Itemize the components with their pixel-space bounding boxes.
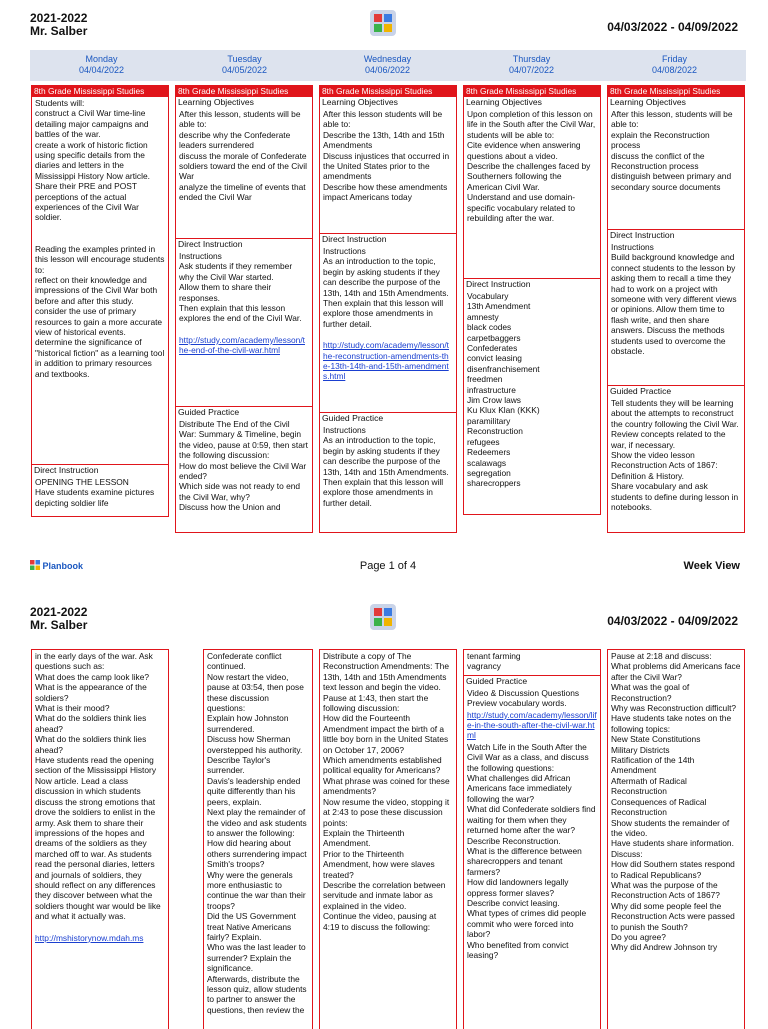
learning-objectives-text: Upon completion of this lesson on life in the South after the Civil War, students will be able to: Cite evidence when answering questions about a video. Describe the challenges faced by Southerners following the American Civil War. Understand and use domain-specific vocabulary related to rebuilding after the war.: [467, 109, 596, 224]
direct-instruction-text: OPENING THE LESSON Have students examine pictures depicting soldier life: [35, 477, 155, 508]
section-title: Guided Practice: [178, 407, 240, 417]
course-label: 8th Grade Mississippi Studies: [464, 86, 600, 97]
date-range: 04/03/2022 - 04/09/2022: [607, 20, 738, 34]
section-title: Learning Objectives: [178, 97, 254, 107]
learning-objectives-text: Students will: construct a Civil War time-line detailing major campaigns and battles of the war. create a work of historic fiction using specific details from the diaries and letters in the Mississippi History Now article. Share their PRE and POST perceptions of the actual experiences of the Civil War soldier. Reading the examples printed in this lesson will encourage students to: reflect on their knowledge and impressions of the Civil War both before and after this study. consider the use of primary resources to gain a more accurate view of historical events. determine the significance of "historical fiction" as a learning tool in addition to primary resources and textbooks.: [35, 98, 165, 379]
lesson-card-monday-continued[interactable]: [31, 649, 169, 1029]
lesson-card-thursday-continued[interactable]: [463, 649, 601, 1029]
lesson-card-wednesday[interactable]: [319, 85, 457, 533]
section-title: Direct Instruction: [178, 239, 243, 249]
direct-instruction-text: Instructions As an introduction to the topic, begin by asking students if they can describe the purpose of the 13th, 14th and 15th Amendments. Then explain that this lesson will explore those amendments in further detail.: [323, 246, 449, 329]
direct-instruction-monday[interactable]: [31, 465, 169, 517]
guided-practice-text: Distribute a copy of The Reconstruction Amendments: The 13th, 14th and 15th Amendments text lesson and begin the video. Pause at 1:43, then start the following discussion: How did the Fourteenth Amendment impact the birth of a little boy born in the United States on October 17, 2006? Which amendments established political equality for Americans? What phrase was coined for these amendments? Now resume the video, stopping it at 2:43 to pose these discussion points: Explain the Thirteenth Amendment. Prior to the Thirteenth Amendment, how were slaves treated? Describe the correlation between servitude and inmate labor as explained in the video. Continue the video, pausing at 4:19 to discuss the following:: [323, 651, 450, 932]
guided-practice-text: Distribute The End of the Civil War: Summary & Timeline, begin the video, pause at 0:59, then start the following discussion: How do most believe the Civil War ended? Which side was not ready to end the Civil War, why? Discuss how the Union and: [179, 419, 308, 513]
guided-practice-text: Confederate conflict continued. Now restart the video, pause at 03:54, then pose these discussion questions: Explain how Johnston surrendered. Discuss how Sherman overstepped his authority. Describe Taylor's surrender. Davis's leadership ended quite differently than his peers, explain. Next play the remainder of the video and ask students to answer the following: How did hearing about others surrendering impact Smith's troops? Why were the generals more enthusiastic to continue the war than their troops? Did the US Government treat Native Americans fairly? Explain. Who was the last leader to surrender? Explain the significance. Afterwards, distribute the lesson quiz, allow students to partner to answer the questions, then review the: [207, 651, 307, 1015]
mshistorynow-link[interactable]: http://mshistorynow.mdah.ms: [35, 932, 144, 943]
guided-practice-text: Tell students they will be learning about the attempts to reconstruct the country following the Civil War. Review concepts related to the war, if necessary. Show the video lesson Reconstruction Acts of 1867: Definition & History. Share vocabulary and ask students to define during lesson in notebooks.: [611, 398, 739, 513]
section-title: Direct Instruction: [610, 230, 675, 240]
section-title: Direct Instruction: [34, 465, 99, 475]
section-title: Learning Objectives: [322, 97, 398, 107]
learning-objectives-text: After this lesson students will be able to: Describe the 13th, 14th and 15th Amendments Discuss injustices that occurred in the United States prior to the amendments Describe how these amendments impact Americans today: [323, 109, 450, 203]
lesson-card-tuesday-continued[interactable]: [203, 649, 313, 1029]
study-com-link[interactable]: http://study.com/academy/lesson/life-in-the-south-after-the-civil-war.html: [467, 709, 597, 741]
day-header-tuesday[interactable]: Tuesday 04/05/2022: [221, 54, 268, 75]
course-label: 8th Grade Mississippi Studies: [176, 86, 312, 97]
direct-instruction-text: Instructions Build background knowledge and connect students to the lesson by asking them to recall a time they had to work on a project with someone with very different views or opinions. Allow them time to flash write, and then share answers. Discuss the methods students used to overcome the obstacle.: [611, 242, 737, 357]
learning-objectives-text: After this lesson, students will be able to: describe why the Confederate leaders surrendered discuss the morale of Confederate soldiers toward the end of the Civil War analyze the timeline of events that ended the Civil War: [179, 109, 308, 203]
learning-objectives-text: After this lesson, students will be able to: explain the Reconstruction process discuss the conflict of the Reconstruction process distinguish between primary and secondary source documents: [611, 109, 733, 192]
planbook-logo-icon: [370, 10, 396, 36]
teacher-name: Mr. Salber: [30, 618, 88, 632]
day-header-thursday[interactable]: Thursday 04/07/2022: [508, 54, 555, 75]
week-view-label: Week View: [683, 560, 740, 572]
lesson-card-friday-continued[interactable]: [607, 649, 745, 1029]
planbook-logo-icon: [370, 604, 396, 630]
day-header-friday[interactable]: Friday 04/08/2022: [651, 54, 698, 75]
page-number: Page 1 of 4: [359, 560, 417, 572]
study-com-link[interactable]: http://study.com/academy/lesson/the-end-of-the-civil-war.html: [179, 334, 305, 356]
school-year: 2021-2022: [30, 11, 88, 25]
day-header-monday[interactable]: Monday 04/04/2022: [78, 54, 125, 75]
teacher-header-page2: [30, 606, 87, 632]
lesson-card-thursday[interactable]: [463, 85, 601, 515]
vocabulary-list: tenant farming vagrancy: [467, 651, 521, 672]
section-title: Direct Instruction: [466, 279, 531, 289]
vocabulary-list: Vocabulary 13th Amendment amnesty black codes carpetbaggers Confederates convict leasing disenfranchisement freedmen infrastructure Jim Crow laws Ku Klux Klan (KKK) paramilitary Reconstruction refugees Redeemers scalawags segregation sharecroppers: [467, 291, 540, 489]
course-label: 8th Grade Mississippi Studies: [608, 86, 744, 97]
school-year: 2021-2022: [30, 605, 88, 619]
page-footer: [30, 558, 746, 578]
study-com-link[interactable]: http://study.com/academy/lesson/the-reconstruction-amendments-the-13th-14th-and-15th-amendments.html: [323, 340, 449, 382]
section-title: Direct Instruction: [322, 234, 387, 244]
lesson-card-friday[interactable]: [607, 85, 745, 533]
course-label: 8th Grade Mississippi Studies: [32, 86, 168, 97]
day-header-bar: [30, 50, 746, 81]
section-title: Guided Practice: [466, 675, 528, 686]
guided-practice-text: Video & Discussion Questions Preview vocabulary words.: [467, 687, 580, 709]
section-title: Guided Practice: [610, 386, 672, 396]
day-header-wednesday[interactable]: Wednesday 04/06/2022: [363, 54, 412, 75]
teacher-name: Mr. Salber: [30, 24, 88, 38]
direct-instruction-text: in the early days of the war. Ask questions such as: What does the camp look like? What is the appearance of the soldiers? What is their mood? What do the soldiers think lies ahead? What do the soldiers think lies ahead? Have students read the opening section of the Mississippi History Now article. Lead a class discussion in which students discuss the strong emotions that drove the soldiers to enlist in the army. Ask them to share their impressions of the hopes and dreams of the soldiers as they marched off to war. As students read the personal diaries, letters and journals of soldiers, they should reflect on any differences they discover between what the soldiers thought war would be like and what it actually was.: [35, 651, 161, 922]
direct-instruction-text: Instructions Ask students if they remember why the Civil War started. Allow them to share their responses. Then explain that this lesson explores the end of the Civil War.: [179, 251, 302, 324]
guided-practice-questions: Watch Life in the South After the Civil War as a class, and discuss the following questions: What challenges did African Americans face immediately following the war? What did Confederate soldiers find waiting for them when they returned home after the war? Describe Reconstruction. What is the difference between sharecroppers and tenant farmers? How did landowners legally oppress former slaves? Describe convict leasing. What types of crimes did people commit who were forced into labor? Who benefited from convict leasing?: [467, 741, 596, 960]
lesson-card-tuesday[interactable]: [175, 85, 313, 533]
section-title: Learning Objectives: [610, 97, 686, 107]
lesson-card-monday[interactable]: [31, 85, 169, 465]
section-title: Learning Objectives: [466, 97, 542, 107]
date-range-page2: 04/03/2022 - 04/09/2022: [607, 614, 738, 628]
course-label: 8th Grade Mississippi Studies: [320, 86, 456, 97]
lesson-card-wednesday-continued[interactable]: [319, 649, 457, 1029]
guided-practice-text: Pause at 2:18 and discuss: What problems did Americans face after the Civil War? What was the goal of Reconstruction? Why was Reconstruction difficult? Have students take notes on the following topics: New State Constitutions Military Districts Ratification of the 14th Amendment Aftermath of Radical Reconstruction Consequences of Radical Reconstruction Show students the remainder of the video. Have students share information. Discuss: How did Southern states respond to Radical Republicans? What was the purpose of the Reconstruction Acts of 1867? Why did some people feel the Reconstruction Acts were passed to punish the South? Do you agree? Why did Andrew Johnson try: [611, 651, 741, 953]
section-title: Guided Practice: [322, 413, 384, 423]
guided-practice-text: Instructions As an introduction to the topic, begin by asking students if they can describe the purpose of the 13th, 14th and 15th Amendments. Then explain that this lesson will explore those amendments in further detail.: [323, 425, 449, 508]
planbook-brand[interactable]: Planbook: [30, 560, 83, 571]
teacher-header: [30, 12, 87, 38]
